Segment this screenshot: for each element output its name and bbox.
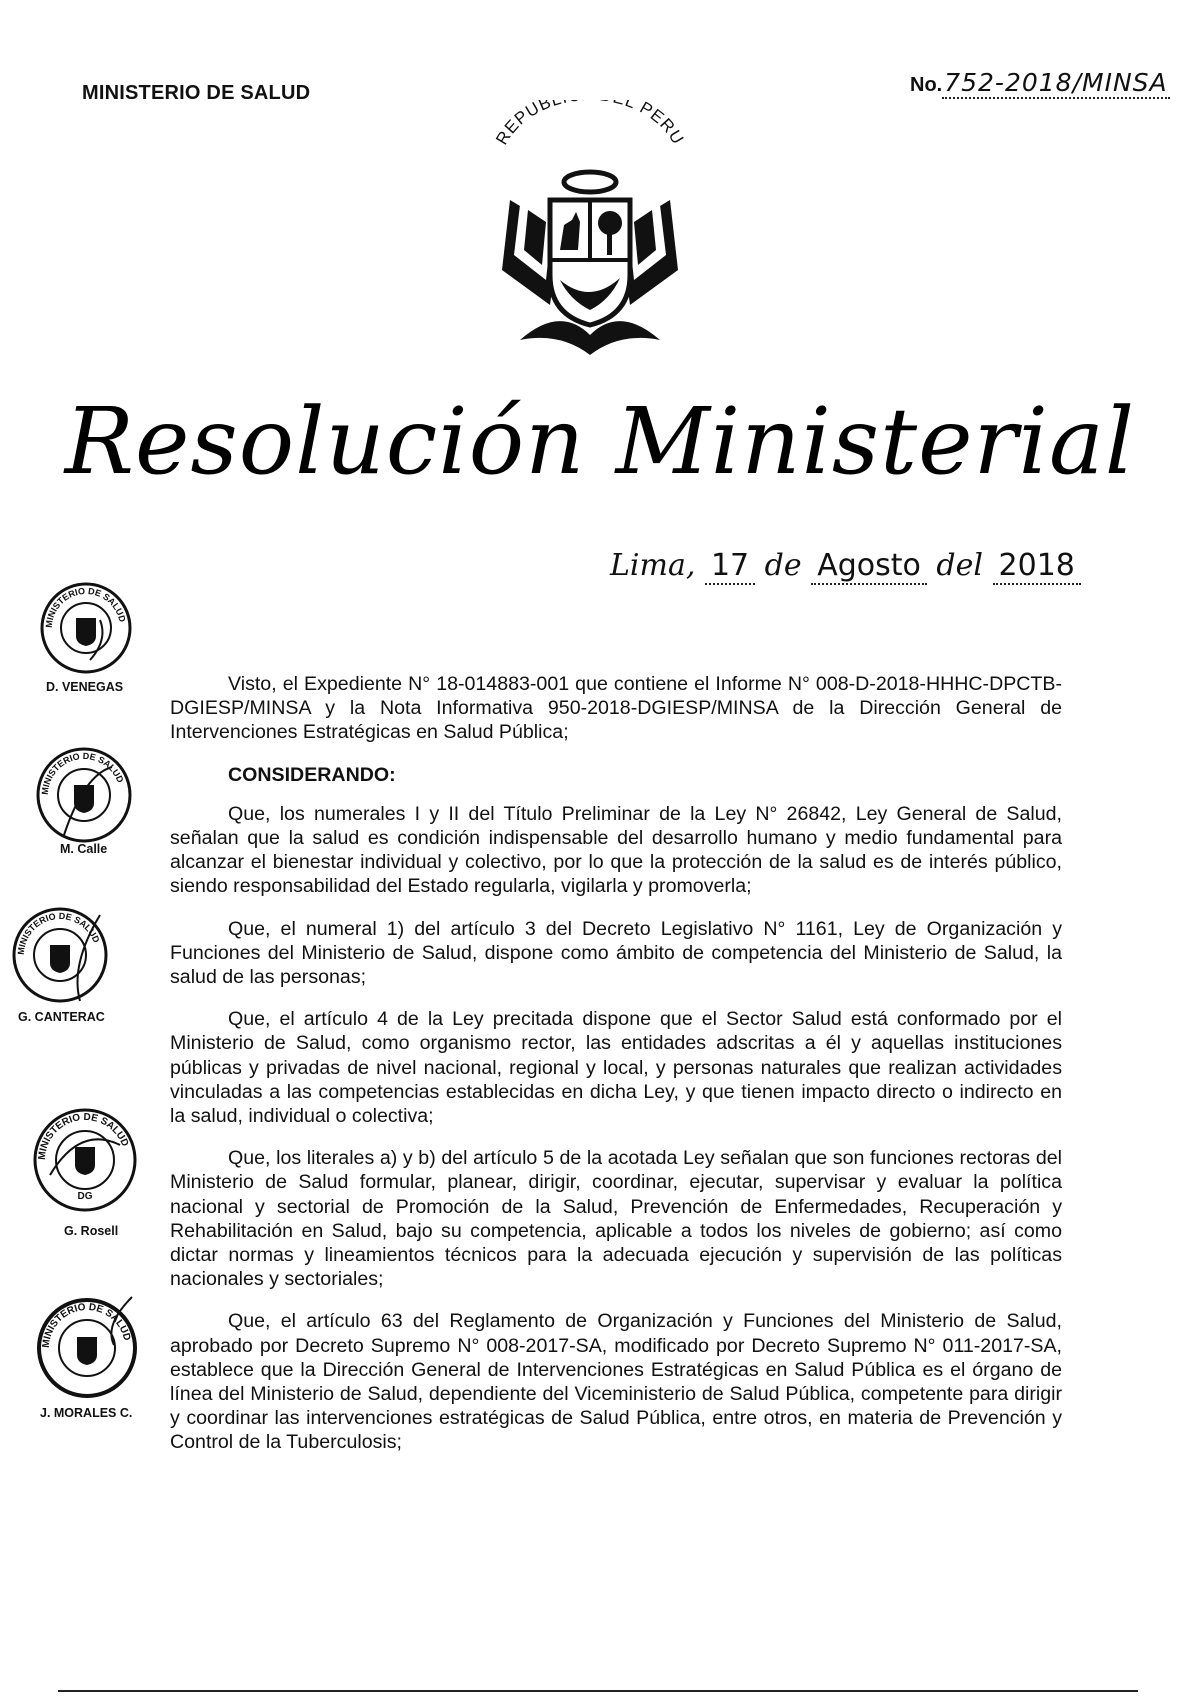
considerando-paragraph-2: Que, el numeral 1) del artículo 3 del Decreto Legislativo N° 1161, Ley de Organización y Funciones del Ministerio de Salud, dispone como ámbito de competencia del Ministerio de Salud, la salud de las personas;: [170, 917, 1062, 989]
date-de: de: [764, 548, 802, 583]
seal-1-name: D. VENEGAS: [46, 680, 124, 694]
date-day: 17: [705, 548, 755, 585]
date-month: Agosto: [811, 548, 927, 585]
seal-3-ring-text: MINISTERIO DE SALUD: [15, 910, 102, 956]
considerando-heading: CONSIDERANDO:: [228, 763, 396, 786]
considerando-paragraph-4: Que, los literales a) y b) del artículo 5 de la acotada Ley señalan que son funciones rectoras del Ministerio de Salud formular, planear, dirigir, coordinar, ejecutar, supervisar y evaluar la política nacional y sectorial de Promoción de la Salud, Prevención de Enfermedades, Recuperación y Rehabilitación en Salud, bajo su competencia, aplicable a todos los niveles de gobierno; así como dictar normas y lineamientos técnicos para la adecuada ejecución y supervisión de las políticas nacionales y sectoriales;: [170, 1147, 1062, 1291]
seal-stamp-2: [34, 745, 134, 845]
date-del: del: [936, 548, 983, 583]
resolution-number: [910, 68, 1170, 97]
considerando-paragraph-1: Que, los numerales I y II del Título Preliminar de la Ley N° 26842, Ley General de Salud, señalan que la salud es condición indispensable del desarrollo humano y medio fundamental para alcanzar el bienestar individual y colectivo, por lo que la protección de la salud es de interés público, siendo responsabilidad del Estado regularla, vigilarla y promoverla;: [170, 802, 1062, 898]
seal-4-name: G. Rosell: [64, 1224, 119, 1238]
document-title: Resolución Ministerial: [64, 388, 1136, 495]
seal-4-inner-text: DG: [77, 1191, 93, 1202]
resolution-number-prefix: No.: [910, 74, 943, 96]
considerando-paragraph-3: Que, el artículo 4 de la Ley precitada dispone que el Sector Salud está conformado por el Ministerio de Salud, como organismo rector, las entidades adscritas a él y aquellas instituciones públicas y privadas de nivel nacional, regional y local, y personas naturales que realizan actividades vinculadas a las competencias establecidas en dicha Ley, y que tienen impacto directo o indirecto en la salud, individual o colectiva;: [170, 1008, 1062, 1128]
seal-stamp-5: [34, 1295, 140, 1401]
seal-stamp-3: [10, 905, 110, 1005]
resolution-number-value: 752-2018/MINSA: [944, 68, 1168, 97]
crest-arc-text: REPUB L PERU: [492, 100, 688, 149]
resolution-body: [170, 672, 1062, 1473]
date-city: Lima,: [610, 548, 696, 583]
date-year: 2018: [993, 548, 1081, 585]
seal-4-ring-text: MINISTERIO DE SALUD: [36, 1111, 131, 1161]
seal-3-name: G. CANTERAC: [18, 1010, 105, 1024]
seal-2-ring-text: MINISTERIO DE SALUD: [39, 750, 126, 796]
page-bottom-rule: [58, 1690, 1138, 1692]
seal-5-name: J. MORALES C.: [40, 1406, 133, 1420]
ministry-name: MINISTERIO DE SALUD: [82, 82, 311, 104]
svg-text:REPUBLICA DEL PERU: [492, 100, 688, 148]
seal-stamp-4: [30, 1105, 140, 1215]
visto-paragraph: Visto, el Expediente N° 18-014883-001 que contiene el Informe N° 008-D-2018-HHHC-DPCTB-DGIESP/MINSA y la Nota Informativa 950-2018-DGIESP/MINSA de la Dirección General de Intervenciones Estratégicas en Salud Pública;: [170, 673, 1062, 744]
date-line: [610, 548, 1081, 583]
seal-1-ring-text: MINISTERIO DE SALUD: [43, 585, 128, 629]
national-crest: [480, 100, 700, 370]
considerando-paragraph-5: Que, el artículo 63 del Reglamento de Organización y Funciones del Ministerio de Salud, aprobado por Decreto Supremo N° 008-2017-SA, modificado por Decreto Supremo N° 011-2017-SA, establece que la Dirección General de Intervenciones Estratégicas en Salud Pública es el órgano de línea del Ministerio de Salud, dependiente del Viceministerio de Salud Pública, competente para dirigir y coordinar las intervenciones estratégicas de Salud Pública, entre otros, en materia de Prevención y Control de la Tuberculosis;: [170, 1310, 1062, 1454]
seal-stamp-1: [38, 580, 134, 676]
seal-2-name: M. Calle: [60, 842, 108, 856]
seal-5-ring-text: MINISTERIO DE SALUD: [40, 1301, 133, 1349]
